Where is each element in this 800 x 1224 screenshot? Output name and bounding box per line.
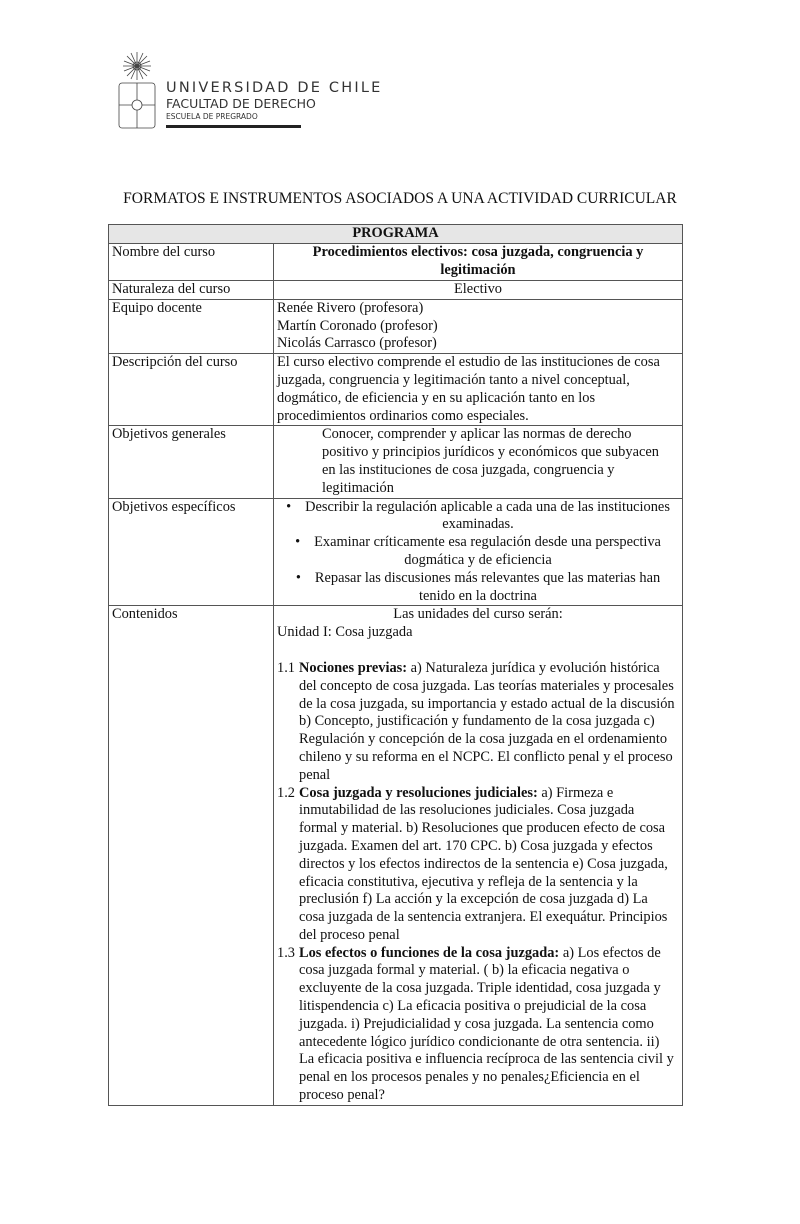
row-label: Naturaleza del curso bbox=[109, 281, 274, 300]
objective-item: • Examinar críticamente esa regulación desde una perspectiva dogmática y de eficiencia bbox=[277, 534, 679, 570]
contents-intro: Las unidades del curso serán: bbox=[393, 606, 563, 623]
team-member: Renée Rivero (profesora) bbox=[277, 299, 424, 316]
table-heading: PROGRAMA bbox=[109, 225, 683, 244]
course-name: Procedimientos electivos: cosa juzgada, congruencia y legitimación bbox=[274, 244, 683, 281]
row-label: Objetivos específicos bbox=[109, 498, 274, 606]
row-label: Equipo docente bbox=[109, 299, 274, 353]
course-description: El curso electivo comprende el estudio de las instituciones de cosa juzgada, congruencia y legitimación tanto a nivel conceptual, dogmático, de eficiencia y en su aplicación tanto en los procedimientos ordinarios como especiales. bbox=[274, 354, 683, 426]
course-contents bbox=[274, 606, 683, 1106]
school-name: ESCUELA DE PREGRADO bbox=[166, 112, 258, 121]
content-section: 1.3 Los efectos o funciones de la cosa juzgada: a) Los efectos de cosa juzgada formal y material. ( b) la eficacia negativa o excluyente de la cosa juzgada. Triple identidad, cosa juzgada y litispendencia c) La eficacia positiva o prejudicial de la cosa juzgada. i) Prejudicialidad y cosa juzgada. La sentencia como antecedente lógico jurídico condicionante de otra sentencia. ii) La eficacia positiva e influencia recíproca de las sentencia civil y penal en los procesos penales y no penales¿Eficiencia en el proceso penal? bbox=[277, 944, 674, 1104]
row-label: Objetivos generales bbox=[109, 426, 274, 498]
faculty-name: FACULTAD DE DERECHO bbox=[166, 96, 316, 111]
row-label: Contenidos bbox=[109, 606, 274, 1106]
content-section: 1.2 Cosa juzgada y resoluciones judiciales: a) Firmeza e inmutabilidad de las resoluciones judiciales. Cosa juzgada formal y material. b) Resoluciones que producen efecto de cosa juzgada. Examen del art. 170 CPC. b) Cosa juzgada y efectos directos y los efectos indirectos de la sentencia e) Cosa juzgada, eficacia constitutiva, ejecutiva y refleja de la sentencia y la preclusión f) La acción y la excepción de cosa juzgada d) La cosa juzgada de la sentencia extranjera. El exequátur. Principios del proceso penal bbox=[277, 784, 668, 943]
unit-title: Unidad I: Cosa juzgada bbox=[277, 624, 413, 641]
row-label: Descripción del curso bbox=[109, 354, 274, 426]
team-member: Martín Coronado (profesor) bbox=[277, 317, 438, 334]
teaching-team bbox=[274, 299, 683, 353]
course-nature: Electivo bbox=[274, 281, 683, 300]
content-section: 1.1 Nociones previas: a) Naturaleza jurídica y evolución histórica del concepto de cosa juzgada. Las teorías materiales y procesales de la cosa juzgada, su importancia y estado actual de la discusión b) Concepto, justificación y fundamento de la cosa juzgada c) Regulación y concepción de la cosa juzgada en el ordenamiento chileno y su reforma en el NCPC. El conflicto penal y el proceso penal bbox=[277, 659, 675, 783]
header-rule bbox=[166, 125, 301, 128]
objective-item: • Repasar las discusiones más relevantes que las materias han tenido en la doctrina bbox=[277, 570, 679, 606]
row-label: Nombre del curso bbox=[109, 244, 274, 281]
general-objectives: Conocer, comprender y aplicar las normas de derecho positivo y principios jurídicos y económicos que subyacen en las instituciones de cosa juzgada, congruencia y legitimación bbox=[274, 426, 683, 498]
team-member: Nicolás Carrasco (profesor) bbox=[277, 335, 437, 352]
document-title: FORMATOS E INSTRUMENTOS ASOCIADOS A UNA ACTIVIDAD CURRICULAR bbox=[123, 190, 677, 207]
specific-objectives bbox=[274, 498, 683, 606]
university-name: UNIVERSIDAD DE CHILE bbox=[166, 80, 383, 96]
objective-item: • Describir la regulación aplicable a cada una de las instituciones examinadas. bbox=[277, 499, 679, 535]
program-table bbox=[108, 224, 683, 1106]
